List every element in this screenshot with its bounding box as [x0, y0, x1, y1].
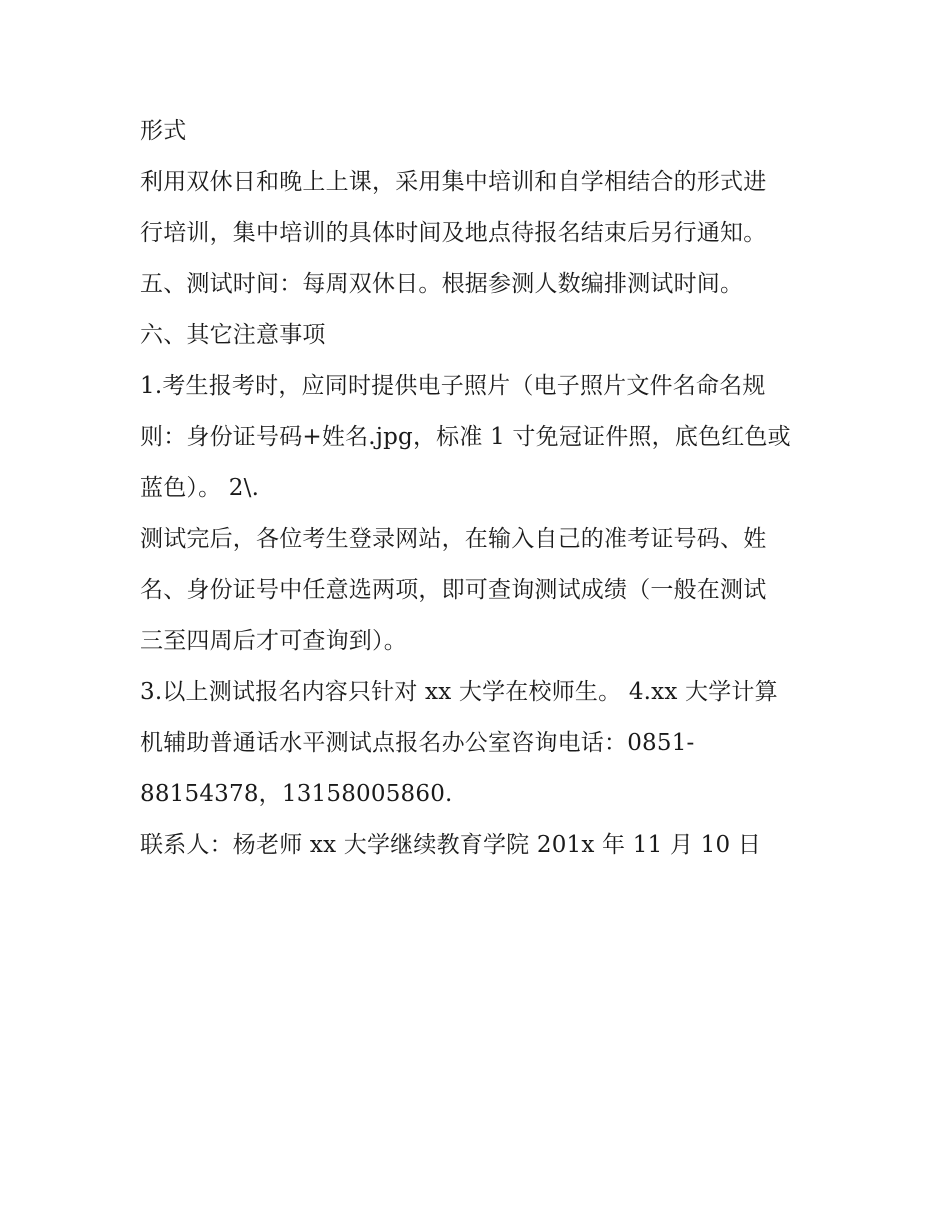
paragraph-line: 则：身份证号码+姓名.jpg，标准 1 寸免冠证件照，底色红色或 — [140, 424, 791, 450]
paragraph-line: 蓝色）。 2\. — [140, 475, 260, 501]
paragraph-line: 测试完后，各位考生登录网站，在输入自己的准考证号码、姓 — [140, 526, 767, 552]
paragraph-line: 3.以上测试报名内容只针对 xx 大学在校师生。 4.xx 大学计算 — [140, 679, 778, 705]
contact-signature-line: 联系人：杨老师 xx 大学继续教育学院 201x 年 11 月 10 日 — [140, 832, 762, 858]
paragraph-line: 三至四周后才可查询到）。 — [140, 628, 407, 654]
paragraph-line: 机辅助普通话水平测试点报名办公室咨询电话：0851- — [140, 730, 695, 756]
paragraph-line: 名、身份证号中任意选两项，即可查询测试成绩（一般在测试 — [140, 577, 767, 603]
paragraph-line: 利用双休日和晚上上课，采用集中培训和自学相结合的形式进 — [140, 169, 767, 195]
section-heading-test-time: 五、测试时间：每周双休日。根据参测人数编排测试时间。 — [140, 271, 744, 297]
phone-numbers-line: 88154378，13158005860. — [140, 781, 453, 807]
document-body — [140, 112, 820, 877]
section-heading-notes: 六、其它注意事项 — [140, 322, 326, 348]
section-heading-format: 形式 — [140, 118, 187, 144]
paragraph-line: 1.考生报考时，应同时提供电子照片（电子照片文件名命名规 — [140, 373, 766, 399]
paragraph-line: 行培训，集中培训的具体时间及地点待报名结束后另行通知。 — [140, 220, 767, 246]
